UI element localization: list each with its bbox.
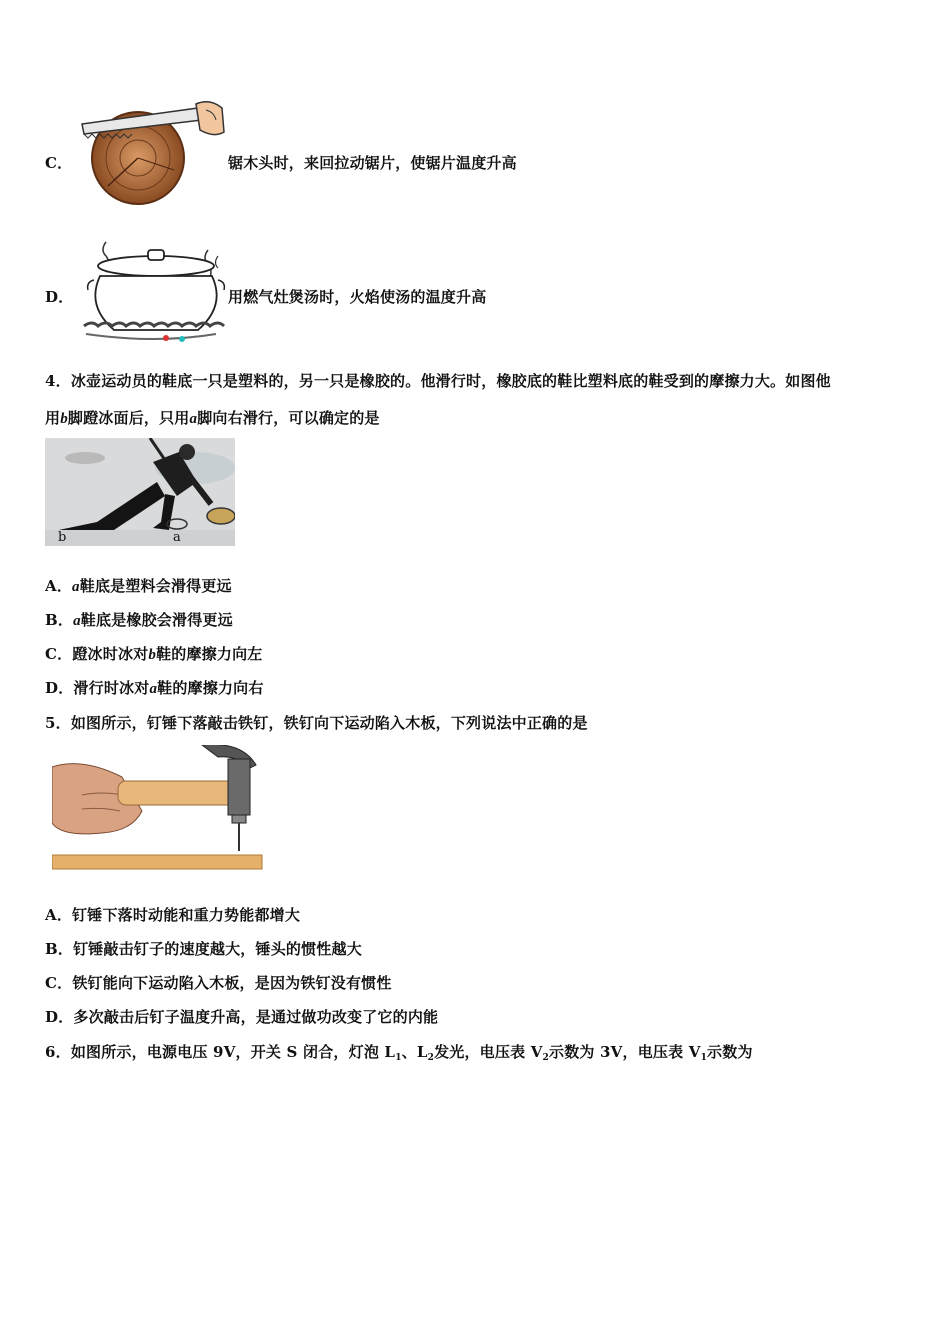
option-d-label: D． <box>45 288 74 306</box>
q4-option-b: B．a鞋底是橡胶会滑得更远 <box>45 611 233 629</box>
fig-label-b: b <box>58 530 67 545</box>
q5-option-a: A．钉锤下落时动能和重力势能都增大 <box>45 906 301 924</box>
hammer-nail-figure <box>52 745 264 873</box>
q4-option-c: C．蹬冰时冰对b鞋的摩擦力向左 <box>45 645 263 663</box>
curling-photo <box>45 438 235 546</box>
fig-label-a: a <box>173 530 181 545</box>
q4-stem-line2: 用b脚蹬冰面后，只用a脚向右滑行，可以确定的是 <box>45 409 380 427</box>
q5-option-c: C．铁钉能向下运动陷入木板，是因为铁钉没有惯性 <box>45 974 392 992</box>
q5-stem: 5．如图所示，钉锤下落敲击铁钉，铁钉向下运动陷入木板，下列说法中正确的是 <box>45 714 588 732</box>
q4-option-a: A．a鞋底是塑料会滑得更远 <box>45 577 232 595</box>
option-c-text: 锯木头时，来回拉动锯片，使锯片温度升高 <box>228 154 517 172</box>
q4-stem-line1: 4．冰壶运动员的鞋底一只是塑料的，另一只是橡胶的。他滑行时，橡胶底的鞋比塑料底的鞋受到的摩擦力大。如图他 <box>45 372 831 390</box>
option-c-label: C． <box>45 154 73 172</box>
q4-option-d: D．滑行时冰对a鞋的摩擦力向右 <box>45 679 264 697</box>
q5-option-d: D．多次敲击后钉子温度升高，是通过做功改变了它的内能 <box>45 1008 439 1026</box>
option-d-text: 用燃气灶煲汤时，火焰使汤的温度升高 <box>228 288 487 306</box>
soup-pot-figure <box>78 236 228 348</box>
q6-stem: 6．如图所示，电源电压 9V，开关 S 闭合，灯泡 $L_1$、$L_2$发光，电压表 $V_2$示数为 3V，电压表 $V_1$示数为 <box>45 1043 753 1063</box>
saw-log-figure <box>78 98 228 208</box>
q5-option-b: B．钉锤敲击钉子的速度越大，锤头的惯性越大 <box>45 940 362 958</box>
